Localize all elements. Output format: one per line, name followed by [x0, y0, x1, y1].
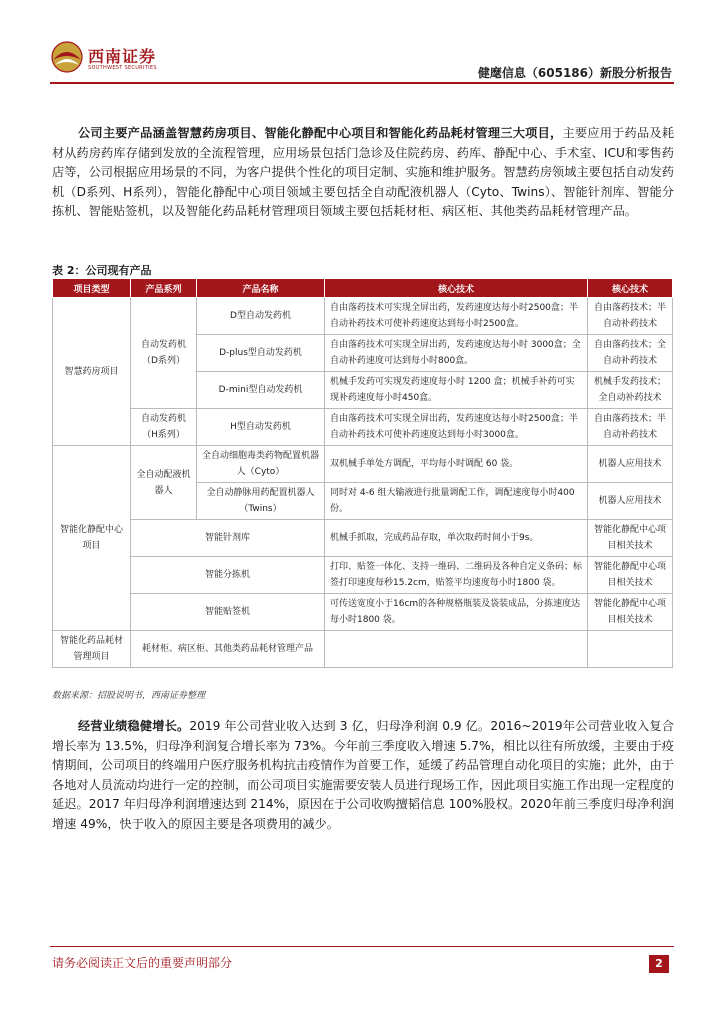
company-name-en: SOUTHWEST SECURITIES	[88, 65, 157, 71]
table-row	[53, 557, 673, 594]
cell-category-smart-pharmacy: 智慧药房项目	[53, 298, 131, 446]
header-divider	[50, 82, 674, 84]
performance-body: 2019 年公司营业收入达到 3 亿，归母净利润 0.9 亿。2016~2019年公司营业收入复合增长率为 13.5%，归母净利润复合增长率为 73%。今年前三季度收入增速 5.7%，相比以往有所放缓，主要由于疫情期间，公司项目的终端用户医疗服务机构抗击疫情作为首要工作，延缓了药品管理自动化项目的实施；此外，由于各地对人员流动均进行一定的控制，而公司项目实施需要安装人员进行现场工作，因此项目实施工作出现一定程度的延迟。2017 年归母净利润增速达到 214%，原因在于公司收购擅韬信息 100%股权。2020年前三季度归母净利润增速 49%，快于收入的原因主要是各项费用的减少。	[52, 719, 674, 831]
page-number: 2	[649, 955, 669, 973]
company-logo	[50, 40, 200, 80]
cell-product-name: 全自动细胞毒类药物配置机器人（Cyto）	[197, 446, 325, 483]
cell-tech-desc: 双机械手单处方调配，平均每小时调配 60 袋。	[325, 446, 588, 483]
cell-tech-desc: 同时对 4-6 组大输液进行批量调配工作，调配速度每小时400份。	[325, 483, 588, 520]
company-name: 西南证券	[88, 47, 157, 66]
table-source: 数据来源：招股说明书，西南证券整理	[52, 691, 206, 701]
header-project-type: 项目类型	[53, 279, 131, 298]
cell-category-consumables: 智能化药品耗材管理项目	[53, 631, 131, 668]
header-core-tech: 核心技术	[588, 279, 673, 298]
cell-product-name: D-plus型自动发药机	[197, 335, 325, 372]
performance-lead: 经营业绩稳健增长。	[78, 719, 190, 733]
table-row	[53, 631, 673, 668]
table-header-row	[53, 279, 673, 298]
cell-product-name: 智能贴签机	[131, 594, 325, 631]
cell-tech-desc: 自由落药技术可实现全屏出药，发药速度达每小时2500盒；半自动补药技术可使补药速度达到每小时2500盒。	[325, 298, 588, 335]
cell-tech-desc: 机械手发药可实现发药速度每小时 1200 盒；机械手补药可实现补药速度每小时450盒。	[325, 372, 588, 409]
cell-core-tech: 机器人应用技术	[588, 483, 673, 520]
cell-core-tech: 自由落药技术；半自动补药技术	[588, 298, 673, 335]
cell-tech-desc: 可传送宽度小于16cm的各种规格瓶装及袋装成品，分拣速度达每小时1800 袋。	[325, 594, 588, 631]
footer-notice: 请务必阅读正文后的重要声明部分	[52, 956, 233, 970]
table-row	[53, 520, 673, 557]
cell-core-tech: 机器人应用技术	[588, 446, 673, 483]
cell-product-name: 智能针剂库	[131, 520, 325, 557]
cell-core-tech: 机械手发药技术；全自动补药技术	[588, 372, 673, 409]
cell-tech-desc: 打印、贴签一体化、支持一维码、二维码及各种自定义条码；标签打印速度每秒15.2cm，贴签平均速度每小时1800 袋。	[325, 557, 588, 594]
table-row	[53, 446, 673, 483]
intro-lead: 公司主要产品涵盖智慧药房项目、智能化静配中心项目和智能化药品耗材管理三大项目，	[78, 126, 563, 140]
table-row	[53, 298, 673, 335]
cell-product-name: 智能分拣机	[131, 557, 325, 594]
cell-core-tech	[588, 631, 673, 668]
intro-body: 主要应用于药品及耗材从药房药库存储到发放的全流程管理，应用场景包括门急诊及住院药房、药库、静配中心、手术室、ICU和零售药店等，公司根据应用场景的不同，为客户提供个性化的项目定制、实施和维护服务。智慧药房领域主要包括自动发药机（D系列、H系列），智能化静配中心项目领域主要包括全自动配液机器人（Cyto、Twins）、智能针剂库、智能分拣机、智能贴签机，以及智能化药品耗材管理项目领域主要包括耗材柜、病区柜、其他类药品耗材管理产品。	[52, 126, 675, 218]
cell-tech-desc	[325, 631, 588, 668]
report-title: 健麾信息（605186）新股分析报告	[477, 66, 672, 80]
cell-product-name: 全自动静脉用药配置机器人（Twins）	[197, 483, 325, 520]
cell-tech-desc: 自由落药技术可实现全屏出药，发药速度达每小时 3000盒；全自动补药速度可达到每小时800盒。	[325, 335, 588, 372]
cell-series-h: 自动发药机（H系列）	[131, 409, 197, 446]
footer-divider	[50, 946, 674, 947]
logo-mark-icon	[50, 40, 84, 74]
cell-product-name: 耗材柜、病区柜、其他类药品耗材管理产品	[131, 631, 325, 668]
performance-paragraph	[52, 717, 674, 834]
intro-paragraph	[52, 124, 674, 222]
cell-core-tech: 智能化静配中心项目相关技术	[588, 520, 673, 557]
cell-category-smart-iv-center: 智能化静配中心项目	[53, 446, 131, 631]
cell-series-auto-robot: 全自动配液机器人	[131, 446, 197, 520]
cell-product-name: D型自动发药机	[197, 298, 325, 335]
table-row	[53, 409, 673, 446]
cell-product-name: H型自动发药机	[197, 409, 325, 446]
cell-tech-desc: 机械手抓取，完成药品存取，单次取药时间小于9s。	[325, 520, 588, 557]
cell-core-tech: 自由落药技术；全自动补药技术	[588, 335, 673, 372]
header-core-tech-desc: 核心技术	[325, 279, 588, 298]
cell-core-tech: 自由落药技术；半自动补药技术	[588, 409, 673, 446]
page-header	[0, 0, 724, 92]
cell-core-tech: 智能化静配中心项目相关技术	[588, 594, 673, 631]
table-caption: 表 2：公司现有产品	[52, 264, 152, 277]
cell-tech-desc: 自由落药技术可实现全屏出药，发药速度达每小时2500盒；半自动补药技术可使补药速度达到每小时3000盒。	[325, 409, 588, 446]
table-row	[53, 594, 673, 631]
cell-core-tech: 智能化静配中心项目相关技术	[588, 557, 673, 594]
header-product-series: 产品系列	[131, 279, 197, 298]
cell-product-name: D-mini型自动发药机	[197, 372, 325, 409]
products-table	[52, 278, 673, 668]
cell-series-d: 自动发药机（D系列）	[131, 298, 197, 409]
header-product-name: 产品名称	[197, 279, 325, 298]
